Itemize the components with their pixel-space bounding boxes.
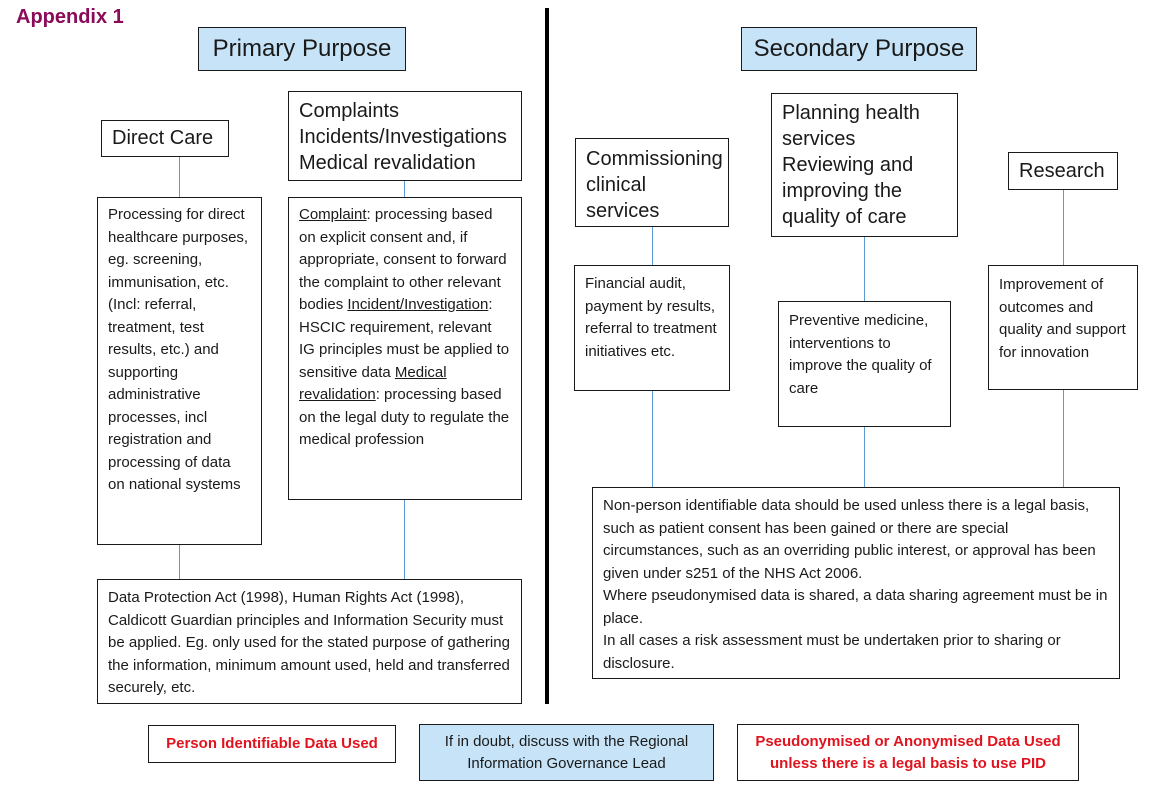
incident-label: Incident/Investigation (347, 296, 489, 313)
research-title: Research (1008, 152, 1118, 190)
connector-direct-care (179, 156, 180, 198)
in-doubt-box: If in doubt, discuss with the Regional Information Governance Lead (419, 724, 714, 781)
connector-planning-guidance (864, 426, 865, 488)
complaints-title-line: Complaints (299, 100, 400, 122)
connector-complaints (404, 180, 405, 198)
pid-used-box: Person Identifiable Data Used (148, 725, 396, 763)
legislation-box: Data Protection Act (1998), Human Rights Act (1998), Caldicott Guardian principles and Information Security must be applied. Eg. only used for the stated purpose of gathering the information, minimum amount used, held and transferred securely, etc. (97, 579, 522, 704)
complaints-title (288, 91, 522, 181)
direct-care-body: Processing for direct healthcare purposes, eg. screening, immunisation, etc. (Incl: referral, treatment, test results, etc.) and supporting administrative processes, incl registration and processing of data on national systems (97, 197, 262, 545)
guidance-legal-basis: Non-person identifiable data should be used unless there is a legal basis, such as patient consent has been gained or there are special circumstances, such as an overriding public interest, or approval has been given under s251 of the NHS Act 2006. (603, 497, 1096, 582)
complaint-label: Complaint (299, 206, 367, 223)
incident-text: : HSCIC requirement, relevant IG principles must be applied to sensitive data (299, 296, 510, 381)
incidents-title-line: Incidents/Investigations (299, 126, 507, 148)
connector-planning (864, 236, 865, 302)
revalidation-text: : processing based on the legal duty to regulate the medical profession (299, 386, 510, 448)
connector-research (1063, 189, 1064, 265)
revalidation-label: Medical revalidation (299, 363, 447, 403)
planning-title: Planning health services Reviewing and improving the quality of care (771, 93, 958, 237)
appendix-label: Appendix 1 (16, 6, 124, 28)
guidance-box (592, 487, 1120, 679)
complaint-text: : processing based on explicit consent and, if appropriate, consent to forward the complaint to other relevant bodies (299, 206, 507, 313)
primary-purpose-header: Primary Purpose (198, 27, 406, 71)
complaints-body (288, 197, 522, 500)
guidance-sharing-agreement: Where pseudonymised data is shared, a data sharing agreement must be in place. (603, 587, 1108, 627)
revalidation-title-line: Medical revalidation (299, 152, 476, 174)
guidance-risk-assessment: In all cases a risk assessment must be undertaken prior to sharing or disclosure. (603, 632, 1061, 672)
connector-commissioning (652, 226, 653, 266)
connector-complaints-legislation (404, 499, 405, 580)
planning-body: Preventive medicine, interventions to improve the quality of care (778, 301, 951, 427)
connector-commissioning-guidance (652, 390, 653, 488)
connector-direct-care-legislation (179, 544, 180, 580)
center-divider (545, 8, 549, 704)
pseudonymised-box: Pseudonymised or Anonymised Data Used unless there is a legal basis to use PID (737, 724, 1079, 781)
connector-research-guidance (1063, 389, 1064, 488)
commissioning-body: Financial audit, payment by results, referral to treatment initiatives etc. (574, 265, 730, 391)
secondary-purpose-header: Secondary Purpose (741, 27, 977, 71)
research-body: Improvement of outcomes and quality and support for innovation (988, 265, 1138, 390)
commissioning-title: Commissioning clinical services (575, 138, 729, 227)
direct-care-title: Direct Care (101, 120, 229, 157)
